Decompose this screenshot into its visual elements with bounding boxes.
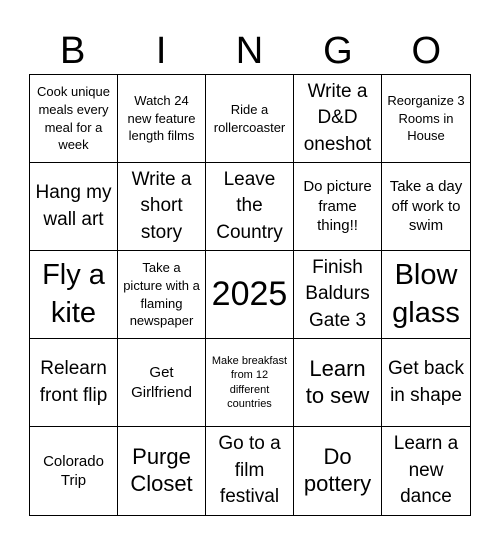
bingo-cell-text: Learn to sew [305, 355, 370, 408]
bingo-cell[interactable] [118, 163, 206, 251]
bingo-cell[interactable] [30, 339, 118, 427]
bingo-cell-text: Go to a film festival [218, 433, 281, 508]
bingo-cell[interactable] [206, 163, 294, 251]
bingo-cell-text: 2025 [211, 274, 288, 313]
header-letter-n: N [235, 29, 265, 72]
bingo-cell-text: Watch 24 new feature length films [127, 93, 196, 144]
bingo-cell-text: Take a picture with a flaming newspaper [123, 260, 200, 329]
header-letter-g: G [323, 29, 354, 72]
bingo-cell-text: Do pottery [303, 444, 372, 496]
bingo-cell[interactable] [294, 427, 382, 515]
bingo-cell[interactable] [382, 427, 470, 515]
bingo-cell[interactable] [30, 427, 118, 515]
bingo-cell-text: Reorganize 3 Rooms in House [387, 93, 465, 144]
bingo-cell[interactable] [382, 75, 470, 163]
bingo-cell-text: Get back in shape [387, 357, 465, 406]
bingo-cell[interactable] [118, 427, 206, 515]
bingo-header [29, 28, 471, 74]
header-letter-i: I [155, 29, 168, 72]
bingo-board [29, 74, 471, 516]
header-letter-b: B [60, 29, 87, 72]
bingo-cell[interactable] [382, 251, 470, 339]
bingo-cell[interactable] [294, 163, 382, 251]
bingo-cell-text: Write a short story [131, 168, 192, 243]
bingo-cell-text: Leave the Country [216, 168, 283, 243]
bingo-cell-text: Colorado Trip [43, 452, 104, 489]
bingo-cell-text: Cook unique meals every meal for a week [37, 84, 110, 153]
bingo-cell[interactable] [30, 251, 118, 339]
bingo-cell-text: Write a D&D oneshot [303, 80, 372, 155]
bingo-cell[interactable] [382, 339, 470, 427]
bingo-cell[interactable] [118, 251, 206, 339]
bingo-cell[interactable] [206, 427, 294, 515]
bingo-cell-text: Learn a new dance [393, 433, 459, 508]
bingo-cell[interactable] [382, 163, 470, 251]
bingo-cell-text: Ride a rollercoaster [213, 101, 286, 135]
bingo-cell[interactable] [118, 339, 206, 427]
bingo-cell-text: Get Girlfriend [131, 364, 192, 401]
bingo-cell-text: Do picture frame thing!! [303, 178, 372, 235]
bingo-cell[interactable] [206, 339, 294, 427]
bingo-cell-text: Take a day off work to swim [389, 178, 463, 235]
bingo-cell-text: Finish Baldurs Gate 3 [305, 256, 370, 331]
bingo-cell-text: Relearn front flip [39, 357, 108, 406]
bingo-free-cell[interactable] [206, 251, 294, 339]
bingo-cell[interactable] [294, 75, 382, 163]
bingo-cell-text: Purge Closet [130, 444, 193, 496]
bingo-cell[interactable] [294, 251, 382, 339]
bingo-cell-text: Fly a kite [42, 258, 105, 329]
bingo-cell[interactable] [294, 339, 382, 427]
bingo-cell[interactable] [206, 75, 294, 163]
bingo-cell[interactable] [30, 75, 118, 163]
bingo-cell-text: Hang my wall art [35, 181, 112, 230]
bingo-cell-text: Blow glass [392, 258, 460, 329]
bingo-cell[interactable] [30, 163, 118, 251]
bingo-cell-text: Make breakfast from 12 different countries [211, 354, 288, 410]
header-letter-o: O [411, 29, 443, 72]
bingo-cell[interactable] [118, 75, 206, 163]
